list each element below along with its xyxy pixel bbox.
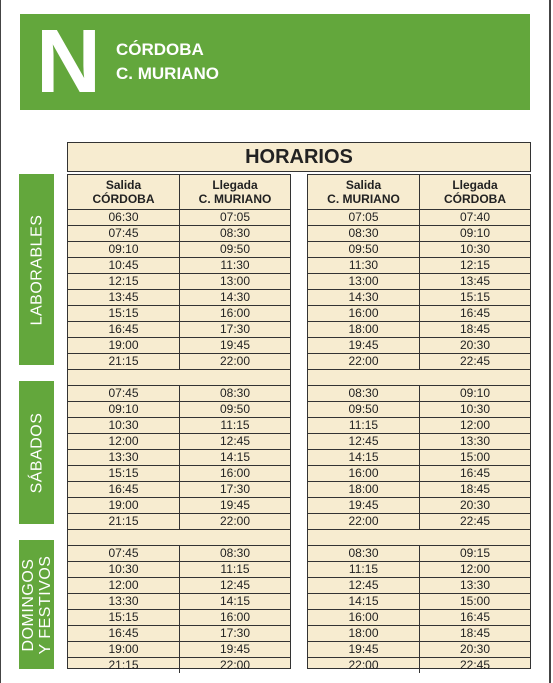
time-row	[308, 433, 530, 449]
time-row	[308, 561, 530, 577]
arrival-time: 08:30	[179, 226, 290, 241]
day-label-text	[28, 412, 45, 493]
day-label-line: DOMINGOS	[19, 558, 37, 651]
departure-time: 16:45	[108, 626, 139, 640]
arrival-time: 08:30	[179, 386, 290, 401]
time-row	[308, 641, 530, 657]
time-row	[68, 545, 290, 561]
arrival-time: 13:00	[179, 274, 290, 289]
departure-time: 12:45	[348, 434, 379, 448]
departure-time: 14:15	[348, 450, 379, 464]
departure-time: 12:00	[108, 578, 139, 592]
departure-time: 07:05	[348, 210, 379, 224]
time-row	[68, 577, 290, 593]
day-label-sabados	[19, 381, 54, 524]
departure-time: 08:30	[348, 386, 379, 400]
header-line: Salida	[345, 178, 382, 192]
arrival-time: 16:00	[179, 610, 290, 625]
departure-time: 10:30	[108, 418, 139, 432]
arrival-time: 12:15	[419, 258, 530, 273]
arrival-time: 20:30	[419, 498, 530, 513]
departure-time: 10:30	[108, 562, 139, 576]
arrival-time: 22:45	[419, 354, 530, 369]
time-row	[68, 657, 290, 673]
departure-time: 11:30	[348, 258, 379, 272]
time-row	[68, 225, 290, 241]
time-row	[308, 241, 530, 257]
time-row	[308, 273, 530, 289]
departure-time: 19:45	[348, 498, 379, 512]
day-label-line: Y FESTIVOS	[36, 555, 54, 654]
arrival-time: 19:45	[179, 498, 290, 513]
time-row	[308, 225, 530, 241]
page-frame-right	[549, 0, 551, 683]
time-row	[308, 481, 530, 497]
header-line: Llegada	[452, 178, 498, 192]
header-departure-muriano	[308, 175, 419, 209]
time-row	[308, 353, 530, 369]
departure-time: 19:45	[348, 642, 379, 656]
arrival-time: 14:15	[179, 450, 290, 465]
departure-time: 16:00	[348, 306, 379, 320]
route-banner	[20, 14, 530, 110]
time-row	[68, 465, 290, 481]
arrival-time: 15:15	[419, 290, 530, 305]
arrival-time: 22:45	[419, 658, 530, 673]
departure-time: 15:15	[108, 466, 139, 480]
departure-time: 08:30	[348, 546, 379, 560]
departure-time: 12:00	[108, 434, 139, 448]
day-label-line: SÁBADOS	[28, 412, 45, 493]
time-row	[68, 513, 290, 529]
departure-time: 09:10	[108, 242, 139, 256]
day-label-domingos-festivos	[19, 540, 54, 669]
time-row	[308, 545, 530, 561]
time-row	[68, 321, 290, 337]
departure-time: 19:00	[108, 338, 139, 352]
return-timetable	[307, 174, 531, 672]
time-row	[308, 417, 530, 433]
time-row	[68, 641, 290, 657]
arrival-time: 19:45	[179, 338, 290, 353]
time-row	[68, 337, 290, 353]
time-row	[308, 497, 530, 513]
departure-time: 14:30	[348, 290, 379, 304]
route-destination: C. MURIANO	[116, 64, 219, 83]
group-separator	[68, 529, 290, 545]
arrival-time: 19:45	[179, 642, 290, 657]
arrival-time: 11:15	[179, 562, 290, 577]
time-row	[308, 465, 530, 481]
header-line: CÓRDOBA	[444, 192, 506, 206]
departure-time: 06:30	[108, 210, 139, 224]
departure-time: 18:00	[348, 626, 379, 640]
time-row	[68, 385, 290, 401]
departure-time: 19:45	[348, 338, 379, 352]
group-separator	[68, 369, 290, 385]
header-line: CÓRDOBA	[92, 192, 155, 206]
departure-time: 12:15	[108, 274, 139, 288]
departure-time: 07:45	[108, 386, 139, 400]
arrival-time: 11:30	[179, 258, 290, 273]
arrival-time: 14:30	[179, 290, 290, 305]
time-row	[68, 353, 290, 369]
header-departure-cordoba	[68, 175, 179, 209]
time-row	[68, 593, 290, 609]
arrival-time: 14:15	[179, 594, 290, 609]
arrival-time: 07:05	[179, 210, 290, 225]
arrival-time: 12:45	[179, 434, 290, 449]
page-frame-left	[0, 0, 1, 683]
arrival-time: 17:30	[179, 626, 290, 641]
time-row	[308, 305, 530, 321]
time-row	[68, 609, 290, 625]
time-row	[308, 625, 530, 641]
departure-time: 12:45	[348, 578, 379, 592]
time-row	[308, 257, 530, 273]
time-row	[308, 513, 530, 529]
time-row	[308, 321, 530, 337]
time-row	[68, 497, 290, 513]
time-row	[308, 401, 530, 417]
arrival-time: 13:30	[419, 578, 530, 593]
departure-time: 16:45	[108, 482, 139, 496]
time-row	[308, 577, 530, 593]
departure-time: 22:00	[348, 658, 379, 672]
departure-time: 09:50	[348, 242, 379, 256]
time-row	[68, 561, 290, 577]
header-arrival-muriano	[179, 175, 290, 209]
departure-time: 13:45	[108, 290, 139, 304]
header-line: Salida	[105, 178, 142, 192]
arrival-time: 07:40	[419, 210, 530, 225]
time-row	[308, 337, 530, 353]
departure-time: 15:15	[108, 610, 139, 624]
header-line: C. MURIANO	[198, 192, 272, 206]
arrival-time: 20:30	[419, 338, 530, 353]
arrival-time: 18:45	[419, 626, 530, 641]
day-label-text	[28, 214, 45, 325]
departure-time: 11:15	[348, 418, 379, 432]
time-row	[308, 593, 530, 609]
arrival-time: 16:00	[179, 466, 290, 481]
departure-time: 15:15	[108, 306, 139, 320]
time-row	[308, 209, 530, 225]
departure-time: 08:30	[348, 226, 379, 240]
arrival-time: 12:00	[419, 562, 530, 577]
departure-time: 13:30	[108, 450, 139, 464]
time-row	[308, 385, 530, 401]
departure-time: 16:45	[108, 322, 139, 336]
departure-time: 07:45	[108, 226, 139, 240]
day-label-text	[20, 555, 54, 654]
time-row	[308, 289, 530, 305]
departure-time: 21:15	[108, 514, 139, 528]
arrival-time: 09:50	[179, 402, 290, 417]
time-row	[68, 433, 290, 449]
arrival-time: 17:30	[179, 482, 290, 497]
time-row	[68, 401, 290, 417]
time-row	[68, 209, 290, 225]
arrival-time: 22:00	[179, 658, 290, 673]
arrival-time: 18:45	[419, 482, 530, 497]
arrival-time: 10:30	[419, 242, 530, 257]
departure-time: 11:15	[348, 562, 379, 576]
route-letter: N	[36, 12, 101, 112]
departure-time: 16:00	[348, 466, 379, 480]
departure-time: 19:00	[108, 498, 139, 512]
arrival-time: 08:30	[179, 546, 290, 561]
departure-time: 09:10	[108, 402, 139, 416]
time-row	[68, 273, 290, 289]
arrival-time: 16:45	[419, 306, 530, 321]
outbound-timetable	[67, 174, 291, 672]
arrival-time: 10:30	[419, 402, 530, 417]
arrival-time: 09:10	[419, 226, 530, 241]
route-origin: CÓRDOBA	[116, 40, 204, 59]
day-label-laborables	[19, 174, 54, 365]
departure-time: 14:15	[348, 594, 379, 608]
arrival-time: 22:00	[179, 354, 290, 369]
arrival-time: 15:00	[419, 450, 530, 465]
arrival-time: 22:00	[179, 514, 290, 529]
arrival-time: 22:45	[419, 514, 530, 529]
arrival-time: 15:00	[419, 594, 530, 609]
arrival-time: 13:30	[419, 434, 530, 449]
departure-time: 19:00	[108, 642, 139, 656]
departure-time: 21:15	[108, 658, 139, 672]
time-row	[68, 257, 290, 273]
group-separator	[308, 369, 530, 385]
arrival-time: 16:45	[419, 466, 530, 481]
arrival-time: 09:15	[419, 546, 530, 561]
arrival-time: 16:00	[179, 306, 290, 321]
arrival-time: 09:50	[179, 242, 290, 257]
departure-time: 07:45	[108, 546, 139, 560]
day-label-line: LABORABLES	[28, 214, 45, 325]
departure-time: 13:00	[348, 274, 379, 288]
departure-time: 16:00	[348, 610, 379, 624]
time-row	[68, 305, 290, 321]
departure-time: 10:45	[108, 258, 139, 272]
header-arrival-cordoba	[419, 175, 530, 209]
time-row	[68, 241, 290, 257]
time-row	[308, 657, 530, 673]
time-row	[308, 609, 530, 625]
departure-time: 22:00	[348, 354, 379, 368]
time-row	[68, 625, 290, 641]
time-row	[68, 481, 290, 497]
arrival-time: 11:15	[179, 418, 290, 433]
header-line: Llegada	[212, 178, 258, 192]
departure-time: 18:00	[348, 322, 379, 336]
time-row	[68, 417, 290, 433]
arrival-time: 18:45	[419, 322, 530, 337]
arrival-time: 12:45	[179, 578, 290, 593]
time-row	[68, 449, 290, 465]
schedule-title: HORARIOS	[67, 142, 531, 172]
arrival-time: 16:45	[419, 610, 530, 625]
departure-time: 13:30	[108, 594, 139, 608]
departure-time: 18:00	[348, 482, 379, 496]
departure-time: 21:15	[108, 354, 139, 368]
arrival-time: 13:45	[419, 274, 530, 289]
time-row	[308, 449, 530, 465]
departure-time: 09:50	[348, 402, 379, 416]
header-line: C. MURIANO	[327, 192, 400, 206]
departure-time: 22:00	[348, 514, 379, 528]
arrival-time: 12:00	[419, 418, 530, 433]
arrival-time: 09:10	[419, 386, 530, 401]
group-separator	[308, 529, 530, 545]
time-row	[68, 289, 290, 305]
arrival-time: 20:30	[419, 642, 530, 657]
arrival-time: 17:30	[179, 322, 290, 337]
